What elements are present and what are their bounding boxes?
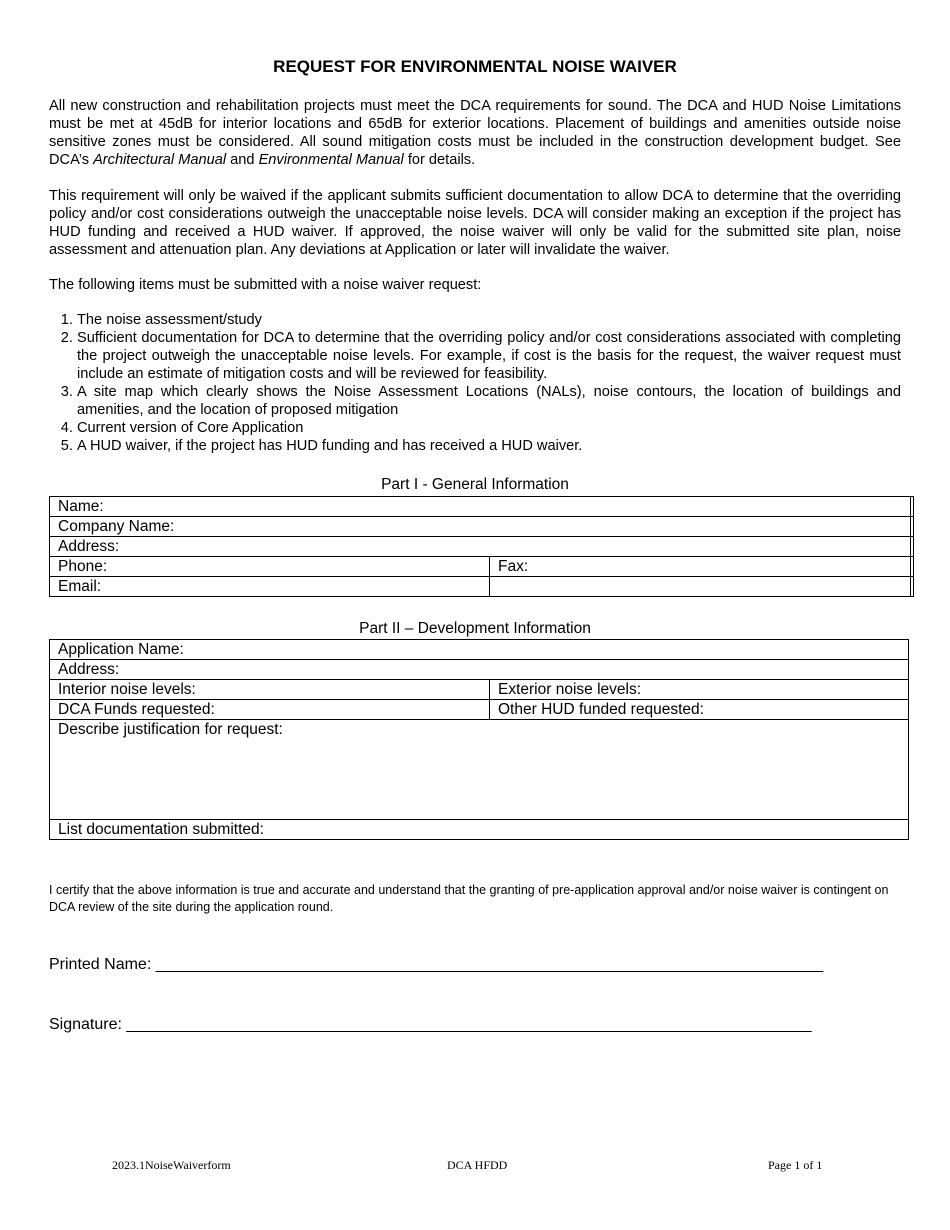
intro-paragraph-3: The following items must be submitted with a noise waiver request: [49, 277, 482, 293]
development-address-field[interactable]: Address: [50, 660, 909, 680]
email-field[interactable]: Email: [50, 577, 490, 597]
table-edge [911, 537, 914, 557]
footer-page-number: Page 1 of 1 [768, 1158, 823, 1172]
list-item: 1. The noise assessment/study [77, 311, 901, 329]
footer-agency: DCA HFDD [447, 1158, 508, 1172]
signature-line[interactable]: Signature: _____________________________________________________________________________ [49, 1016, 812, 1033]
page-title: REQUEST FOR ENVIRONMENTAL NOISE WAIVER [273, 57, 677, 76]
application-name-field[interactable]: Application Name: [50, 640, 909, 660]
general-information-table [49, 496, 914, 597]
documentation-field[interactable]: List documentation submitted: [50, 820, 909, 840]
part2-title: Part II – Development Information [359, 620, 591, 637]
exterior-noise-field[interactable]: Exterior noise levels: [490, 680, 909, 700]
interior-noise-field[interactable]: Interior noise levels: [50, 680, 490, 700]
dca-funds-field[interactable]: DCA Funds requested: [50, 700, 490, 720]
requirements-list [49, 311, 901, 455]
name-field[interactable]: Name: [50, 497, 911, 517]
other-hud-field[interactable]: Other HUD funded requested: [490, 700, 909, 720]
development-information-table [49, 639, 909, 840]
list-item: 2. Sufficient documentation for DCA to determine that the overriding policy and/or cost considerations associated with completing the project outweigh the unacceptable noise levels. For example, if cost is the basis for the request, the waiver request must include an estimate of mitigation costs and will be reviewed for feasibility. [77, 329, 901, 383]
email-blank-cell[interactable] [490, 577, 911, 597]
company-name-field[interactable]: Company Name: [50, 517, 911, 537]
printed-name-line[interactable]: Printed Name: ___________________________________________________________________________ [49, 956, 824, 973]
footer-form-id: 2023.1NoiseWaiverform [112, 1158, 231, 1172]
list-item: 3. A site map which clearly shows the Noise Assessment Locations (NALs), noise contours, the location of buildings and amenities, and the location of proposed mitigation [77, 383, 901, 419]
intro-paragraph-1 [49, 97, 901, 169]
intro-paragraph-2: This requirement will only be waived if the applicant submits sufficient documentation to allow DCA to determine that the overriding policy and/or cost considerations outweigh the unacceptable noise levels. DCA will consider making an exception if the project has HUD funding and received a HUD waiver. If approved, the noise waiver will only be valid for the submitted site plan, noise assessment and attenuation plan. Any deviations at Application or later will invalidate the waiver. [49, 188, 901, 258]
phone-field[interactable]: Phone: [50, 557, 490, 577]
table-edge [911, 577, 914, 597]
fax-field[interactable]: Fax: [490, 557, 911, 577]
intro-p1-text-b: and [226, 152, 259, 168]
intro-p1-text-c: for details. [403, 152, 476, 168]
intro-p1-text-a: All new construction and rehabilitation projects must meet the DCA requirements for sound. The DCA and HUD Noise Limitations must be met at 45dB for interior locations and 65dB for exterior locations. Placement of buildings and amenities outside noise sensitive zones must be considered. All sound mitigation costs must be included in the construction development budget. See DCA’s [49, 98, 901, 168]
address-field[interactable]: Address: [50, 537, 911, 557]
table-edge [911, 497, 914, 517]
certification-text: I certify that the above information is true and accurate and understand that the granting of pre-application approval and/or noise waiver is contingent on DCA review of the site during the application round. [49, 883, 889, 914]
environmental-manual-ref: Environmental Manual [258, 152, 404, 168]
table-edge [911, 557, 914, 577]
table-edge [911, 517, 914, 537]
justification-field[interactable]: Describe justification for request: [50, 720, 909, 820]
list-item: 5. A HUD waiver, if the project has HUD funding and has received a HUD waiver. [77, 437, 901, 455]
part1-title: Part I - General Information [381, 476, 569, 493]
architectural-manual-ref: Architectural Manual [93, 152, 227, 168]
list-item: 4. Current version of Core Application [77, 419, 901, 437]
